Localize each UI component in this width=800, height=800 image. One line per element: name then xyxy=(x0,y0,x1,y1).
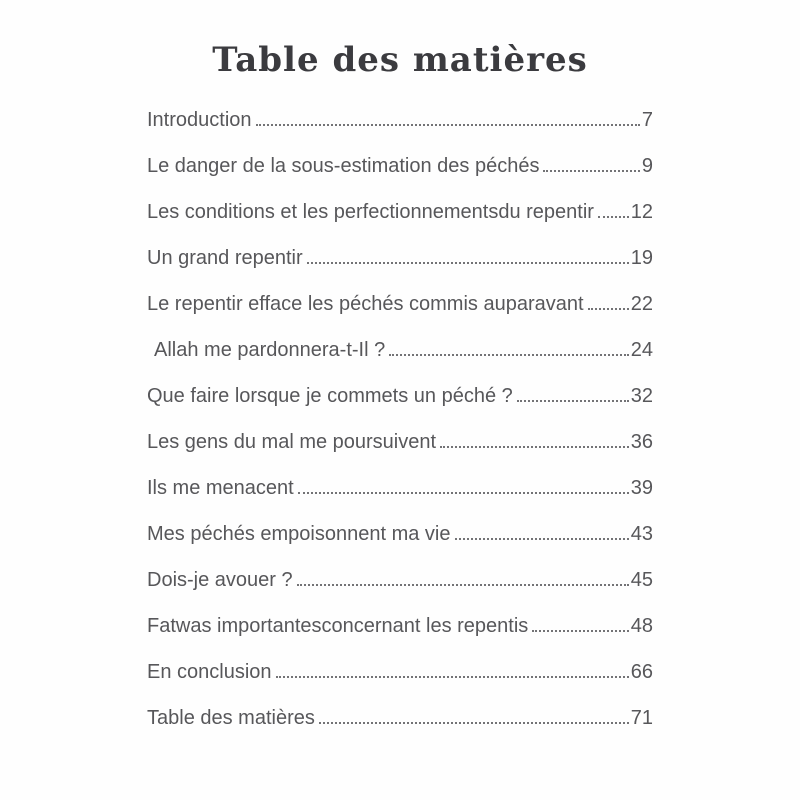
dotted-leader xyxy=(256,124,640,126)
dotted-leader xyxy=(598,216,629,218)
toc-entry-row xyxy=(147,616,653,636)
dotted-leader xyxy=(543,170,639,172)
dotted-leader xyxy=(588,308,629,310)
toc-entry-page-number: 7 xyxy=(641,109,653,131)
dotted-leader xyxy=(319,722,629,724)
dotted-leader xyxy=(455,538,629,540)
toc-entry-row xyxy=(147,248,653,268)
toc-entry-row xyxy=(147,294,653,314)
toc-entry-row xyxy=(147,202,653,222)
toc-entry-page-number: 48 xyxy=(630,615,653,637)
toc-entry-label: Mes péchés empoisonnent ma vie xyxy=(147,523,451,545)
toc-entry-label: Ils me menacent xyxy=(147,477,294,499)
toc-entry-label: Introduction xyxy=(147,109,252,131)
dotted-leader xyxy=(532,630,628,632)
toc-entry-row xyxy=(147,524,653,544)
dotted-leader xyxy=(297,584,629,586)
dotted-leader xyxy=(276,676,629,678)
toc-entry-page-number: 71 xyxy=(630,707,653,729)
toc-entry-label: Allah me pardonnera-t-Il ? xyxy=(154,339,386,361)
toc-entry-label: Les gens du mal me poursuivent xyxy=(147,431,437,453)
toc-entry-page-number: 9 xyxy=(641,155,653,177)
dotted-leader xyxy=(307,262,629,264)
toc-entry-row xyxy=(147,570,653,590)
toc-entry-label: En conclusion xyxy=(147,661,272,683)
toc-entry-page-number: 32 xyxy=(630,385,653,407)
toc-entry-label: Le repentir efface les péchés commis auparavant xyxy=(147,293,584,315)
toc-entry-label: Fatwas importantesconcernant les repentis xyxy=(147,615,529,637)
toc-entry-label: Les conditions et les perfectionnementsdu repentir xyxy=(147,201,594,223)
dotted-leader xyxy=(298,492,629,494)
toc-entry-page-number: 36 xyxy=(630,431,653,453)
toc-entry-row xyxy=(147,662,653,682)
toc-entry-page-number: 24 xyxy=(630,339,653,361)
dotted-leader xyxy=(517,400,629,402)
toc-entry-page-number: 66 xyxy=(630,661,653,683)
toc-entry-label: Un grand repentir xyxy=(147,247,303,269)
toc-entry-label: Table des matières xyxy=(147,707,315,729)
toc-entry-row xyxy=(147,432,653,452)
toc-entry-label: Le danger de la sous-estimation des péchés xyxy=(147,155,540,177)
toc-entry-row xyxy=(147,386,653,406)
toc-entry-page-number: 19 xyxy=(630,247,653,269)
toc-entry-row xyxy=(147,156,653,176)
toc-list xyxy=(147,110,653,728)
toc-entry-row xyxy=(147,110,653,130)
dotted-leader xyxy=(389,354,629,356)
toc-entry-row xyxy=(147,340,653,360)
toc-entry-row xyxy=(147,478,653,498)
toc-entry-page-number: 12 xyxy=(630,201,653,223)
toc-entry-label: Dois-je avouer ? xyxy=(147,569,293,591)
toc-entry-page-number: 43 xyxy=(630,523,653,545)
toc-entry-page-number: 22 xyxy=(630,293,653,315)
toc-entry-row xyxy=(147,708,653,728)
page-title: Table des matières xyxy=(212,40,588,80)
dotted-leader xyxy=(440,446,629,448)
toc-entry-page-number: 39 xyxy=(630,477,653,499)
toc-entry-page-number: 45 xyxy=(630,569,653,591)
toc-entry-label: Que faire lorsque je commets un péché ? xyxy=(147,385,513,407)
